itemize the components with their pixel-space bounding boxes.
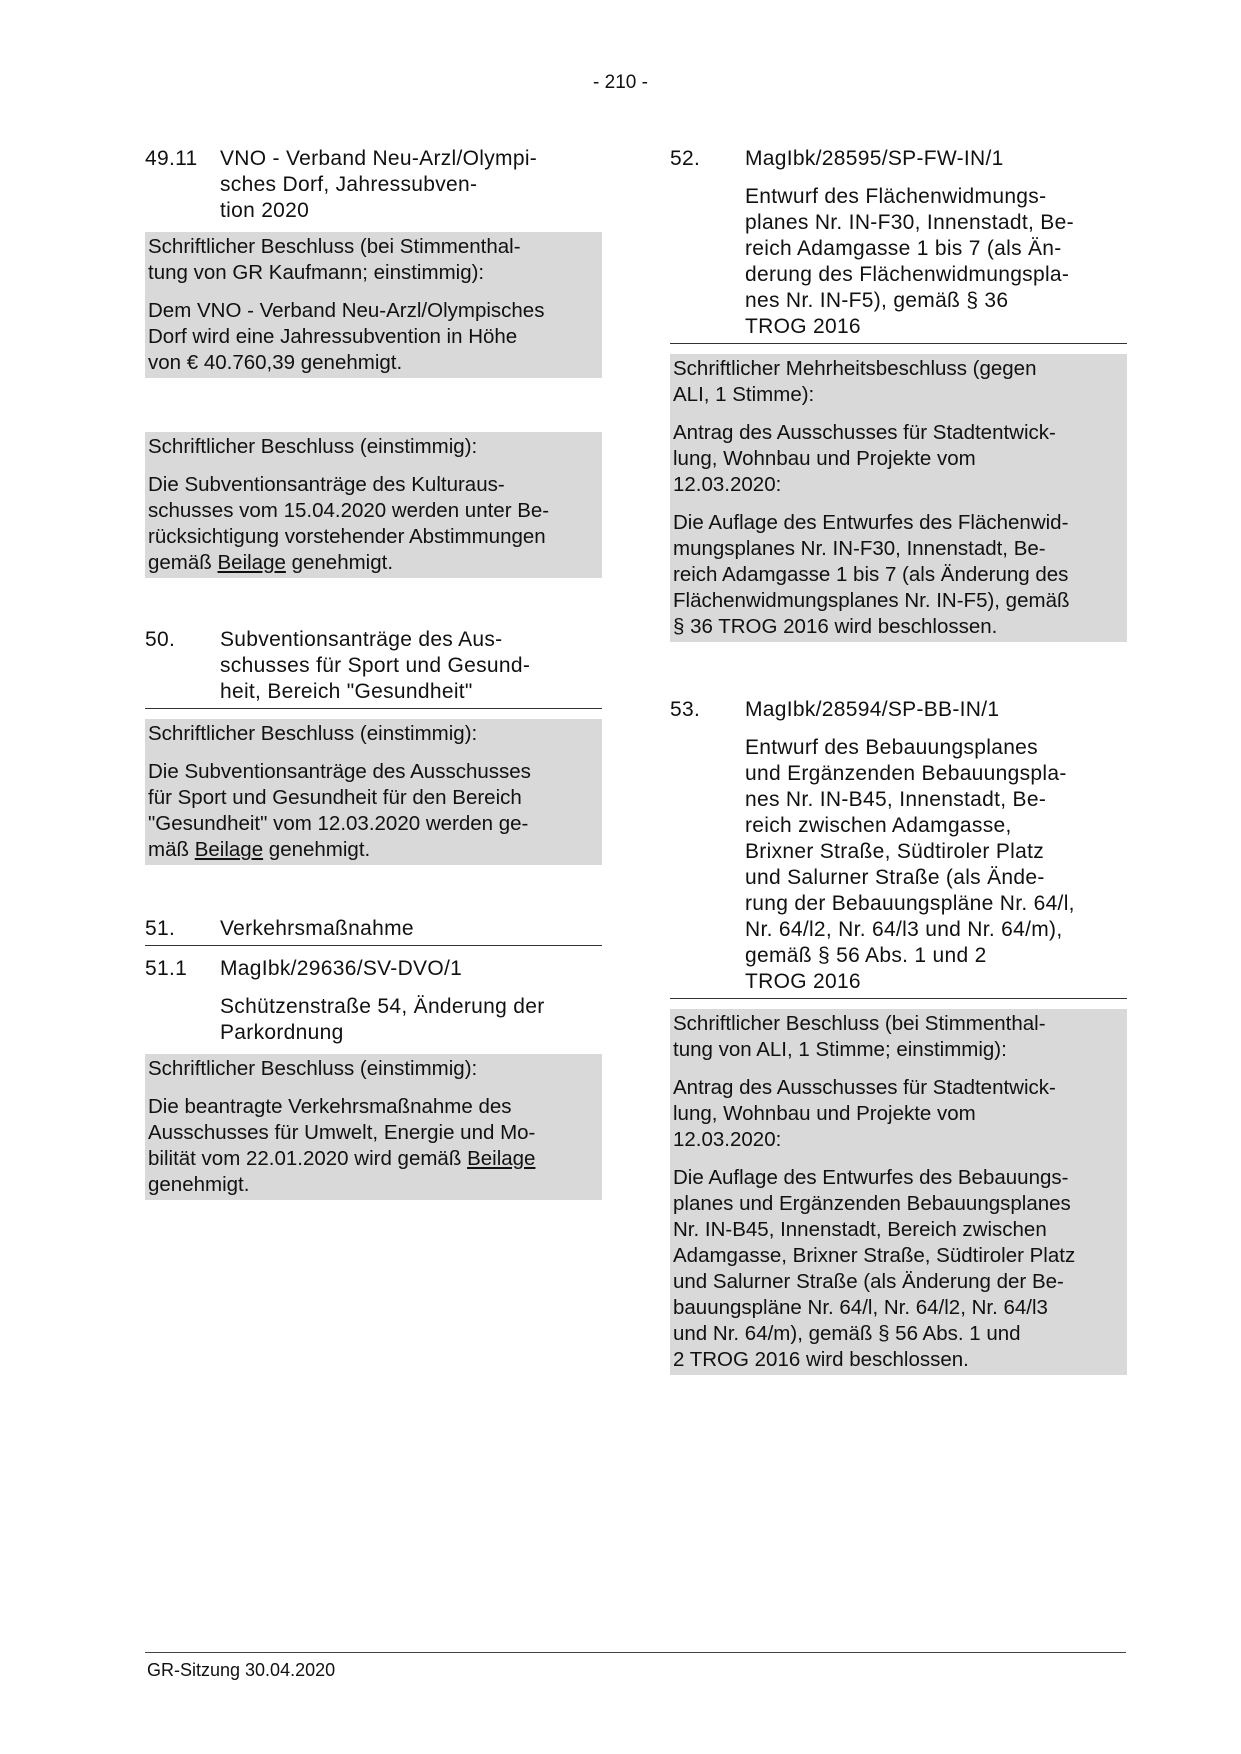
item-number: 51. xyxy=(145,917,176,940)
resolution-heading: Schriftlicher Beschluss (bei Stimmenthal- tung von ALI, 1 Stimme; einstimmig): xyxy=(673,1012,1046,1061)
agenda-item-50 xyxy=(145,627,602,865)
item-reference: MagIbk/29636/SV-DVO/1 xyxy=(220,957,463,980)
resolution-box xyxy=(145,719,602,865)
item-subtitle: Schützenstraße 54, Änderung der Parkordnung xyxy=(220,995,545,1044)
item-number: 52. xyxy=(670,147,701,170)
resolution-heading: Schriftlicher Beschluss (bei Stimmenthal- tung von GR Kaufmann; einstimmig): xyxy=(148,235,521,284)
summary-resolution xyxy=(145,432,602,578)
item-number: 53. xyxy=(670,698,701,721)
footer-session-date: GR-Sitzung 30.04.2020 xyxy=(147,1660,336,1680)
agenda-item-51-1 xyxy=(145,956,602,982)
motion-text: Antrag des Ausschusses für Stadtentwick- lung, Wohnbau und Projekte vom 12.03.2020: xyxy=(673,421,1056,496)
resolution-heading: Schriftlicher Beschluss (einstimmig): xyxy=(148,722,478,745)
resolution-heading: Schriftlicher Mehrheitsbeschluss (gegen ALI, 1 Stimme): xyxy=(673,357,1037,406)
item-number: 50. xyxy=(145,628,176,651)
beilage-link[interactable]: Beilage xyxy=(194,838,264,861)
item-reference: MagIbk/28595/SP-FW-IN/1 xyxy=(745,147,1004,170)
agenda-item-49-11 xyxy=(145,146,602,378)
agenda-item-51 xyxy=(145,916,602,1200)
resolution-text: Dem VNO - Verband Neu-Arzl/Olympisches Dorf wird eine Jahressubvention in Höhe von € 40.760,39 genehmigt. xyxy=(148,299,545,374)
resolution-box xyxy=(670,1009,1127,1375)
agenda-item-52 xyxy=(670,146,1127,642)
item-number: 49.11 xyxy=(145,147,198,170)
resolution-text: Die Auflage des Entwurfes des Bebauungs- planes und Ergänzenden Bebauungsplanes Nr. IN-B45, Innenstadt, Bereich zwischen Adamgasse, Brixner Straße, Südtiroler Platz und Salurner Straße (als Änderung der Be- bauungspläne Nr. 64/l, Nr. 64/l2, Nr. 64/l3 und Nr. 64/m), gemäß § 56 Abs. 1 und 2 TROG 2016 wird beschlossen. xyxy=(673,1166,1076,1371)
item-title: Subventionsanträge des Aus- schusses für Sport und Gesund- heit, Bereich "Gesundheit" xyxy=(220,628,531,703)
item-number: 51.1 xyxy=(145,957,188,980)
item-reference: MagIbk/28594/SP-BB-IN/1 xyxy=(745,698,1000,721)
item-title: Verkehrsmaßnahme xyxy=(220,917,414,940)
beilage-link[interactable]: Beilage xyxy=(217,551,286,574)
resolution-box xyxy=(145,432,602,578)
resolution-text: Die Subventionsanträge des Ausschusses für Sport und Gesundheit für den Bereich "Gesundheit" vom 12.03.2020 werden ge- mäß Beilage genehmigt. xyxy=(148,760,531,861)
footer-divider xyxy=(145,1652,1126,1653)
resolution-heading: Schriftlicher Beschluss (einstimmig): xyxy=(148,1057,478,1080)
beilage-link[interactable]: Beilage xyxy=(467,1147,536,1170)
resolution-heading: Schriftlicher Beschluss (einstimmig): xyxy=(148,435,478,458)
resolution-box xyxy=(145,1054,602,1200)
page-number: - 210 - xyxy=(593,72,648,93)
item-title: VNO - Verband Neu-Arzl/Olympi- sches Dorf, Jahressubven- tion 2020 xyxy=(220,147,538,222)
resolution-text: Die Auflage des Entwurfes des Flächenwid- mungsplanes Nr. IN-F30, Innenstadt, Be- reich Adamgasse 1 bis 7 (als Änderung des Flächenwidmungsplanes Nr. IN-F5), gemäß § 36 TROG 2016 wird beschlossen. xyxy=(673,511,1070,638)
item-subtitle: Entwurf des Bebauungsplanes und Ergänzenden Bebauungspla- nes Nr. IN-B45, Innenstadt, Be- reich zwischen Adamgasse, Brixner Straße, Südtiroler Platz und Salurner Straße (als Ände- rung der Bebauungspläne Nr. 64/l, Nr. 64/l2, Nr. 64/l3 und Nr. 64/m), gemäß § 56 Abs. 1 und 2 TROG 2016 xyxy=(670,735,1127,999)
item-subtitle: Entwurf des Flächenwidmungs- planes Nr. IN-F30, Innenstadt, Be- reich Adamgasse 1 bis 7 (als Än- derung des Flächenwidmungspla- nes Nr. IN-F5), gemäß § 36 TROG 2016 xyxy=(670,184,1127,344)
agenda-item-53 xyxy=(670,697,1127,1375)
motion-text: Antrag des Ausschusses für Stadtentwick- lung, Wohnbau und Projekte vom 12.03.2020: xyxy=(673,1076,1056,1151)
resolution-text: Die beantragte Verkehrsmaßnahme des Ausschusses für Umwelt, Energie und Mo- bilität vom 22.01.2020 wird gemäß Beilage genehmigt. xyxy=(148,1095,536,1196)
resolution-box xyxy=(670,354,1127,642)
resolution-box xyxy=(145,232,602,378)
resolution-text: Die Subventionsanträge des Kulturaus- schusses vom 15.04.2020 werden unter Be- rücksichtigung vorstehender Abstimmungen gemäß Beilage genehmigt. xyxy=(148,473,550,574)
